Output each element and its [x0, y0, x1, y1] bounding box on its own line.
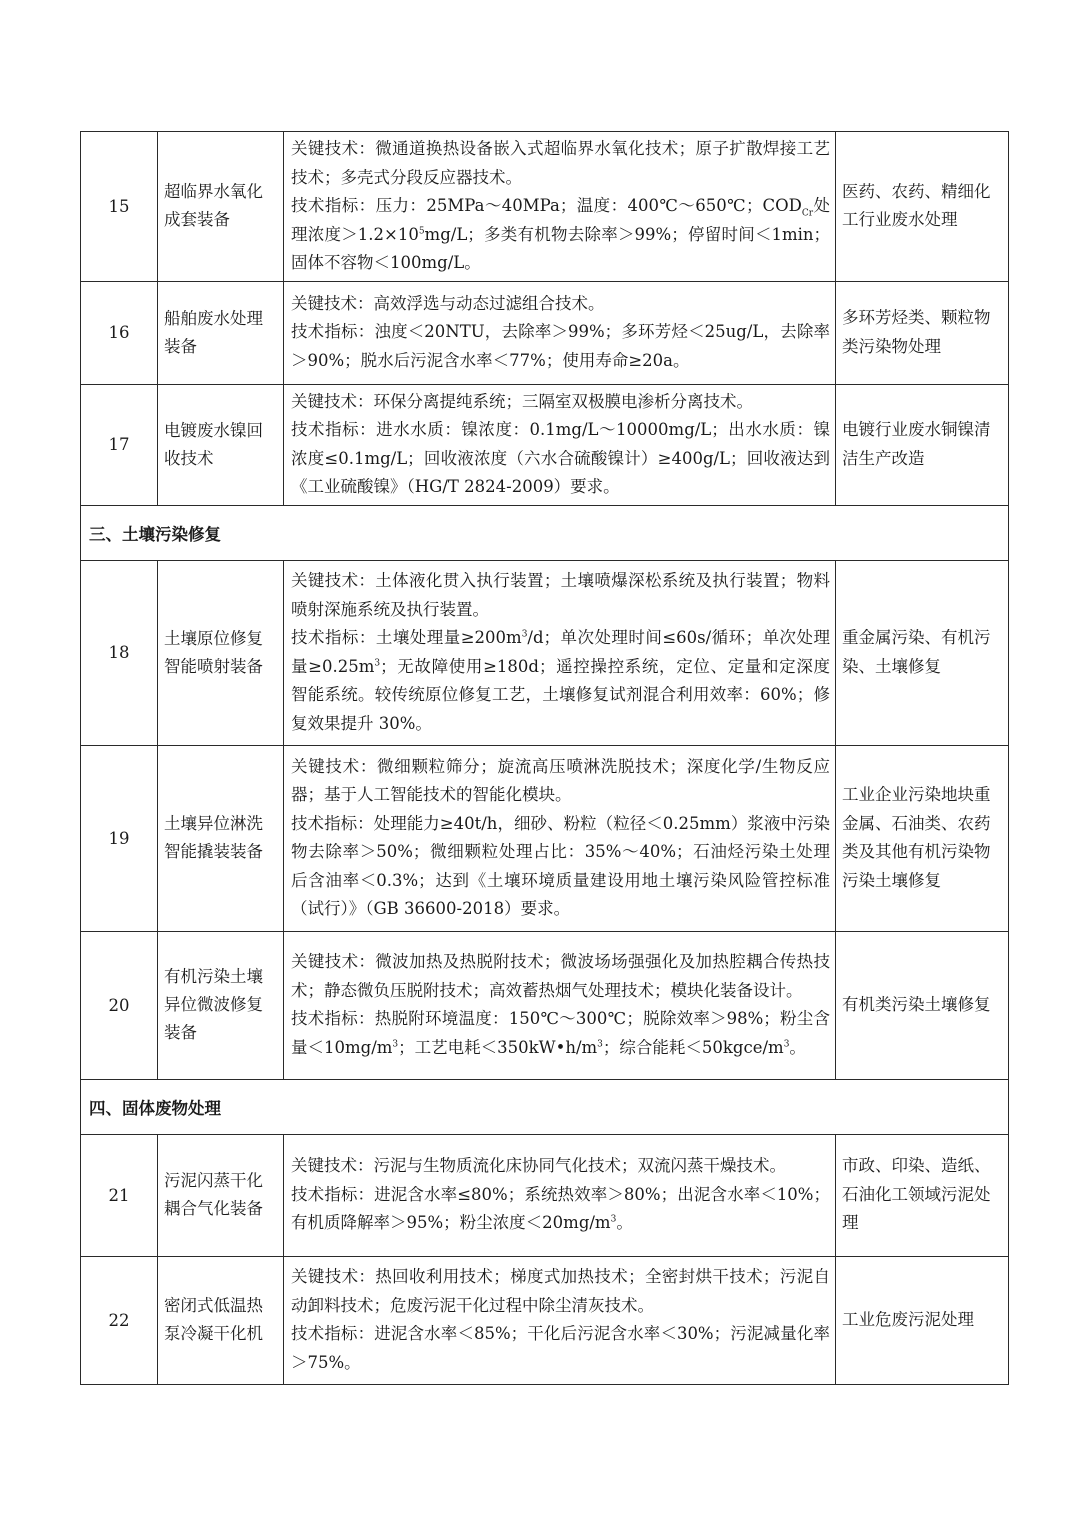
technology-cell	[284, 560, 836, 745]
technical-indicators: 技术指标：压力：25MPa～40MPa；温度：400℃～650℃；$COD_{Cr}$处理浓度$>1.2\times 10^5mg/L$；多类有机物去除率＞99%；停留时间＜1min；固体不容物＜100mg/L。	[291, 196, 830, 272]
key-technology: 关键技术：热回收利用技术；梯度式加热技术；全密封烘干技术；污泥自动卸料技术；危废污泥干化过程中除尘清灰技术。	[291, 1267, 830, 1315]
application-field: 市政、印染、造纸、石油化工领域污泥处理	[836, 1134, 1009, 1256]
equipment-name: 电镀废水镍回收技术	[158, 384, 284, 505]
technology-cell	[284, 745, 836, 931]
table-row-15	[81, 132, 1009, 282]
table-row-20	[81, 931, 1009, 1079]
equipment-table	[80, 131, 1009, 1385]
key-technology: 关键技术：微波加热及热脱附技术；微波场场强强化及加热腔耦合传热技术；静态微负压脱附技术；高效蓄热烟气处理技术；模块化装备设计。	[291, 952, 830, 1000]
row-number: 16	[81, 281, 158, 384]
application-field: 有机类污染土壤修复	[836, 931, 1009, 1079]
equipment-name: 有机污染土壤异位微波修复装备	[158, 931, 284, 1079]
table-row-18	[81, 560, 1009, 745]
application-field: 多环芳烃类、颗粒物类污染物处理	[836, 281, 1009, 384]
technical-indicators: 技术指标：土壤处理量$\ge 200m^3/d$；单次处理时间≤60s/循环；单次处理量$\ge 0.25m^3$；无故障使用≥180d；遥控操控系统，定位、定量和定深度智能系统。较传统原位修复工艺，土壤修复试剂混合利用效率：60%；修复效果提升 30%。	[291, 628, 830, 733]
technology-cell	[284, 931, 836, 1079]
equipment-name: 土壤异位淋洗智能撬装装备	[158, 745, 284, 931]
key-technology: 关键技术：环保分离提纯系统；三隔室双极膜电渗析分离技术。	[291, 391, 753, 411]
equipment-name: 密闭式低温热泵冷凝干化机	[158, 1256, 284, 1384]
application-field: 工业企业污染地块重金属、石油类、农药类及其他有机污染物污染土壤修复	[836, 745, 1009, 931]
row-number: 21	[81, 1134, 158, 1256]
application-field: 工业危废污泥处理	[836, 1256, 1009, 1384]
technology-cell	[284, 281, 836, 384]
technical-indicators: 技术指标：进泥含水率≤80%；系统热效率＞80%；出泥含水率＜10%；有机质降解率＞95%；粉尘浓度$<20mg/m^3$。	[291, 1184, 830, 1233]
technology-cell	[284, 1134, 836, 1256]
table-row-17	[81, 384, 1009, 505]
section-header-row	[81, 1079, 1009, 1134]
technical-indicators: 技术指标：进泥含水率＜85%；干化后污泥含水率＜30%；污泥减量化率＞75%。	[291, 1324, 830, 1372]
row-number: 20	[81, 931, 158, 1079]
row-number: 17	[81, 384, 158, 505]
technology-cell	[284, 132, 836, 282]
section-title: 三、土壤污染修复	[81, 505, 1009, 560]
table-row-16	[81, 281, 1009, 384]
row-number: 15	[81, 132, 158, 282]
equipment-name: 超临界水氧化成套装备	[158, 132, 284, 282]
technical-indicators: 技术指标：进水水质：镍浓度：0.1mg/L～10000mg/L；出水水质：镍浓度≤0.1mg/L；回收液浓度（六水合硫酸镍计）≥400g/L；回收液达到《工业硫酸镍》（HG/T 2824-2009）要求。	[291, 420, 830, 496]
equipment-name: 土壤原位修复智能喷射装备	[158, 560, 284, 745]
key-technology: 关键技术：微细颗粒筛分；旋流高压喷淋洗脱技术；深度化学/生物反应器；基于人工智能技术的智能化模块。	[291, 756, 830, 804]
technology-cell	[284, 1256, 836, 1384]
row-number: 18	[81, 560, 158, 745]
equipment-name: 污泥闪蒸干化耦合气化装备	[158, 1134, 284, 1256]
row-number: 19	[81, 745, 158, 931]
row-number: 22	[81, 1256, 158, 1384]
technology-cell	[284, 384, 836, 505]
table-row-21	[81, 1134, 1009, 1256]
technical-indicators: 技术指标：处理能力≥40t/h，细砂、粉粒（粒径＜0.25mm）浆液中污染物去除率＞50%；微细颗粒处理占比：35%～40%；石油烃污染土处理后含油率＜0.3%；达到《土壤环境质量建设用地土壤污染风险管控标准（试行）》（GB 36600-2018）要求。	[291, 813, 830, 918]
technical-indicators: 技术指标：热脱附环境温度：150℃～300℃；脱除效率＞98%；粉尘含量$<10mg/m^3$；工艺电耗$<350kW•h/m^3$；综合能耗$<50kgce/m^3$。	[291, 1009, 830, 1057]
key-technology: 关键技术：土体液化贯入执行装置；土壤喷爆深松系统及执行装置；物料喷射深施系统及执行装置。	[291, 571, 830, 619]
key-technology: 关键技术：高效浮选与动态过滤组合技术。	[291, 293, 605, 313]
technical-indicators: 技术指标：浊度＜20NTU，去除率＞99%；多环芳烃＜25ug/L，去除率＞90%；脱水后污泥含水率＜77%；使用寿命≥20a。	[291, 322, 830, 370]
key-technology: 关键技术：污泥与生物质流化床协同气化技术；双流闪蒸干燥技术。	[291, 1156, 786, 1176]
table-row-22	[81, 1256, 1009, 1384]
equipment-name: 船舶废水处理装备	[158, 281, 284, 384]
application-field: 医药、农药、精细化工行业废水处理	[836, 132, 1009, 282]
section-header-row	[81, 505, 1009, 560]
key-technology: 关键技术：微通道换热设备嵌入式超临界水氧化技术；原子扩散焊接工艺技术；多壳式分段反应器技术。	[291, 139, 830, 187]
application-field: 电镀行业废水铜镍清洁生产改造	[836, 384, 1009, 505]
table-row-19	[81, 745, 1009, 931]
section-title: 四、固体废物处理	[81, 1079, 1009, 1134]
application-field: 重金属污染、有机污染、土壤修复	[836, 560, 1009, 745]
